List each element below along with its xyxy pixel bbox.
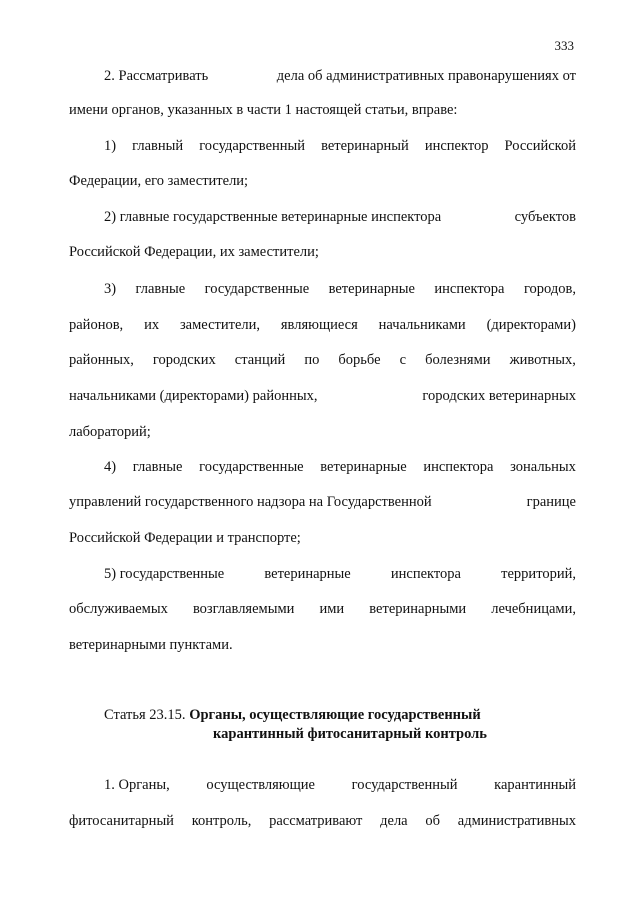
word: городских xyxy=(152,352,216,368)
item-4-line-3: Российской Федерации и транспорте; xyxy=(69,530,301,546)
item-4-line-1 xyxy=(104,460,576,475)
word: об xyxy=(425,813,441,829)
article-title-line-2: карантинный фитосанитарный контроль xyxy=(213,726,487,742)
paragraph-2-line-2: имени органов, указанных в части 1 настоящей статьи, вправе: xyxy=(69,102,458,118)
word: районов, xyxy=(69,317,124,333)
article-title-line-1: Органы, осуществляющие государственный xyxy=(189,707,481,723)
text-fragment: начальниками (директорами) районных, xyxy=(69,388,318,404)
word: возглавляемыми xyxy=(192,601,295,617)
text-fragment: 5) государственные xyxy=(104,566,225,582)
word: административных xyxy=(457,813,576,829)
text-fragment: государственный xyxy=(351,777,458,793)
article-body-line-1 xyxy=(104,778,576,793)
article-number: Статья 23.15. xyxy=(104,707,186,723)
text-fragment: 2. Рассматривать xyxy=(104,68,209,84)
word: ветеринарными xyxy=(369,601,467,617)
word: обслуживаемых xyxy=(69,601,168,617)
word: 3) xyxy=(104,281,117,297)
item-3-line-4 xyxy=(69,389,576,404)
word: Российской xyxy=(504,138,576,154)
item-3-line-1 xyxy=(104,282,576,297)
word: дела xyxy=(380,813,408,829)
text-fragment: управлений государственного надзора на Государственной xyxy=(69,494,432,510)
item-5-line-3: ветеринарными пунктами. xyxy=(69,637,233,653)
text-fragment: субъектов xyxy=(514,209,576,225)
word: ветеринарный xyxy=(321,138,409,154)
word: государственный xyxy=(199,138,306,154)
text-fragment: осуществляющие xyxy=(206,777,315,793)
item-5-line-1 xyxy=(104,567,576,582)
text-fragment: 1. Органы, xyxy=(104,777,170,793)
word: городов, xyxy=(523,281,576,297)
word: ими xyxy=(319,601,345,617)
item-2-line-2: Российской Федерации, их заместители; xyxy=(69,244,319,260)
item-2-line-1 xyxy=(104,210,576,225)
text-fragment: ветеринарные xyxy=(264,566,351,582)
word: заместители, xyxy=(179,317,261,333)
word: рассматривают xyxy=(269,813,363,829)
word: болезнями xyxy=(425,352,491,368)
article-body-line-2 xyxy=(69,814,576,829)
text-fragment: территорий, xyxy=(501,566,576,582)
word: государственные xyxy=(199,459,304,475)
item-1-line-2: Федерации, его заместители; xyxy=(69,173,249,189)
word: станций xyxy=(234,352,286,368)
word: инспектор xyxy=(424,138,489,154)
word: с xyxy=(399,352,407,368)
word: являющиеся xyxy=(280,317,358,333)
text-fragment: границе xyxy=(526,494,576,510)
word: лечебницами, xyxy=(491,601,576,617)
word: контроль, xyxy=(191,813,252,829)
word: зональных xyxy=(510,459,576,475)
text-fragment: 2) главные государственные ветеринарные инспектора xyxy=(104,209,442,225)
word: их xyxy=(144,317,160,333)
word: фитосанитарный xyxy=(69,813,174,829)
word: животных, xyxy=(509,352,576,368)
word: ветеринарные xyxy=(328,281,415,297)
item-3-line-5: лабораторий; xyxy=(69,424,151,440)
word: 1) xyxy=(104,138,117,154)
item-4-line-2 xyxy=(69,495,576,510)
text-fragment: городских ветеринарных xyxy=(422,388,576,404)
word: главные xyxy=(132,459,183,475)
word: борьбе xyxy=(338,352,381,368)
word: инспектора xyxy=(434,281,505,297)
item-1-line-1 xyxy=(104,139,576,154)
page-number: 333 xyxy=(554,38,574,53)
word: районных, xyxy=(69,352,134,368)
item-5-line-2 xyxy=(69,602,576,617)
paragraph-2-line-1 xyxy=(104,69,576,84)
word: по xyxy=(304,352,320,368)
article-heading xyxy=(104,708,481,723)
word: инспектора xyxy=(423,459,494,475)
item-3-line-3 xyxy=(69,353,576,368)
word: (директорами) xyxy=(486,317,576,333)
word: государственные xyxy=(204,281,310,297)
word: начальниками xyxy=(378,317,466,333)
word: 4) xyxy=(104,459,117,475)
word: главные xyxy=(135,281,186,297)
text-fragment: дела об административных правонарушениях от xyxy=(276,68,576,84)
item-3-line-2 xyxy=(69,318,576,333)
text-fragment: карантинный xyxy=(494,777,576,793)
word: ветеринарные xyxy=(320,459,407,475)
word: главный xyxy=(132,138,184,154)
text-fragment: инспектора xyxy=(390,566,461,582)
